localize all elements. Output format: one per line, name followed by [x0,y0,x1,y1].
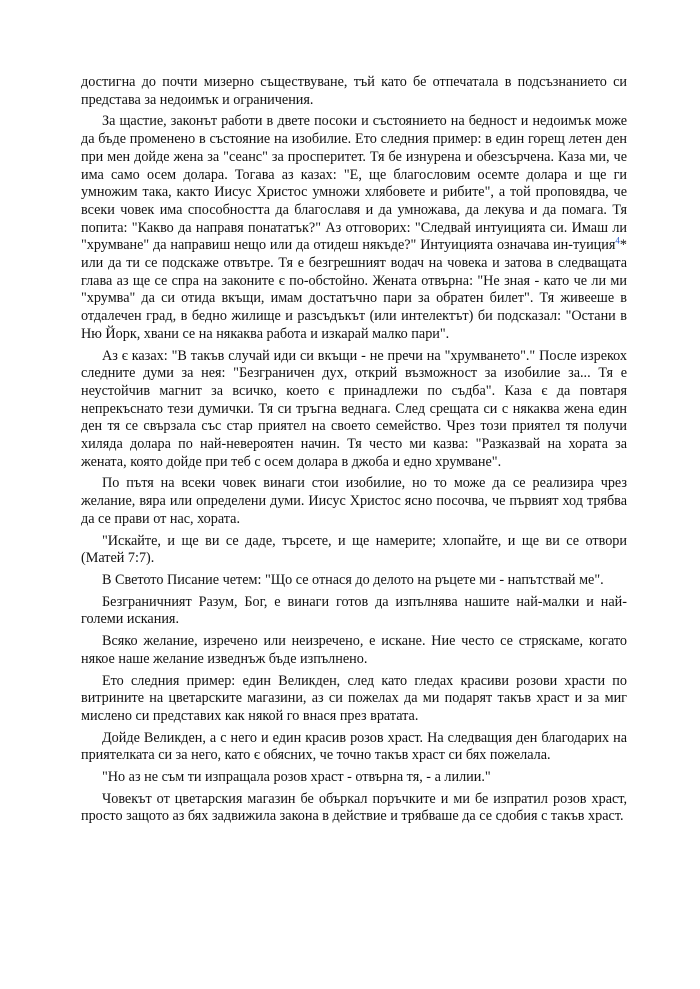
paragraph-7: Безграничният Разум, Бог, е винаги готов да изпълнява нашите най-малки и най-големи искания. [81,593,627,628]
paragraph-5: "Искайте, и ще ви се даде, търсете, и ще намерите; хлопайте, и ще ви се отвори (Матей 7:7). [81,532,627,567]
paragraph-4: По пътя на всеки човек винаги стои изобилие, но то може да се реализира чрез желание, вяра или определени думи. Иисус Христос ясно посочва, че първият ход трябва да се прави от нас, хората. [81,475,627,527]
footnote-marker[interactable]: 4 [615,235,620,246]
paragraph-11: "Но аз не съм ти изпращала розов храст - отвърна тя, - а лилии." [102,769,491,786]
paragraph-10: Дойде Великден, а с него и един красив розов храст. На следващия ден благодарих на приятелката си за него, като є обясних, че точно такъв храст си бях пожелала. [81,729,627,764]
paragraph-6: В Светото Писание четем: "Що се отнася до делото на ръцете ми - напътствай ме". [102,571,604,588]
paragraph-2-continuation: * или да ти се подскаже отвътре. Тя е безгрешният водач на човека и затова в следващата глава аз ще се спра на законите є по-обстойно. Жената отвърна: "Не зная - като че ли ми "хрумва" да си отида вкъщи, имам достатъчно пари за обратен билет". Тя живееше в отдалечен град, в бедно жилище и разсъдъкът (или интелектът) би подсказал: "Остани в Ню Йорк, хвани се на някаква работа и изкарай малко пари". [81,237,627,342]
paragraph-1: достигна до почти мизерно съществуване, тъй като бе отпечатала в подсъзнанието си представа за недоимък и ограничения. [81,74,627,108]
paragraph-12: Човекът от цветарския магазин бе объркал поръчките и ми бе изпратил розов храст, просто защото аз бях задвижила закона в действие и трябваше да се сдобия с такъв храст. [81,790,627,825]
paragraph-9: Ето следния пример: един Великден, след като гледах красиви розови храсти по витрините на цветарските магазини, аз си пожелах да ми подарят такъв храст и за миг мислено си представих как някой го внася през вратата. [81,672,627,724]
paragraph-2 [81,113,627,343]
paragraph-3: Аз є казах: "В такъв случай иди си вкъщи - не пречи на "хрумването"." После изрекох следните думи за нея: "Безграничен дух, открий възможност за изобилие за... Тя е неустойчив магнит за всичко, което є принадлежи по съдба". Каза є да повтаря непрекъснато тези думички. Тя си тръгна веднага. След срещата си с някаква жена един ден тя се свързала със стар приятел на своето семейство. Чрез този приятел тя получи хиляда долара по най-невероятен начин. Тя често ми казва: "Разказвай на хората за жената, която дойде при теб с осем долара в джоба и едно хрумване". [81,347,627,470]
paragraph-2-text: За щастие, законът работи в двете посоки и състоянието на бедност и недоимък може да бъде променено в състояние на изобилие. Ето следния пример: в един горещ летен ден при мен дойде жена за "сеанс" за просперитет. Тя бе изнурена и обезсърчена. Каза ми, че има само осем долара. Тогава аз казах: "Е, ще благословим осемте долара и ще ги умножим така, както Иисус Христос умножи хлябовете и рибите", а той проповядва, че всеки човек има способността да благославя и да умножава, да лекува и да помага. Тя попита: "Какво да направя понататък?" Аз отговорих: "Следвай интуицията си. Имаш ли "хрумване" да направиш нещо или да отидеш някъде?" Интуицията означава ин-туиция [81,113,627,254]
document-page [81,74,627,830]
paragraph-8: Всяко желание, изречено или неизречено, е искане. Ние често се стряскаме, когато някое наше желание изведнъж бъде изпълнено. [81,633,627,667]
